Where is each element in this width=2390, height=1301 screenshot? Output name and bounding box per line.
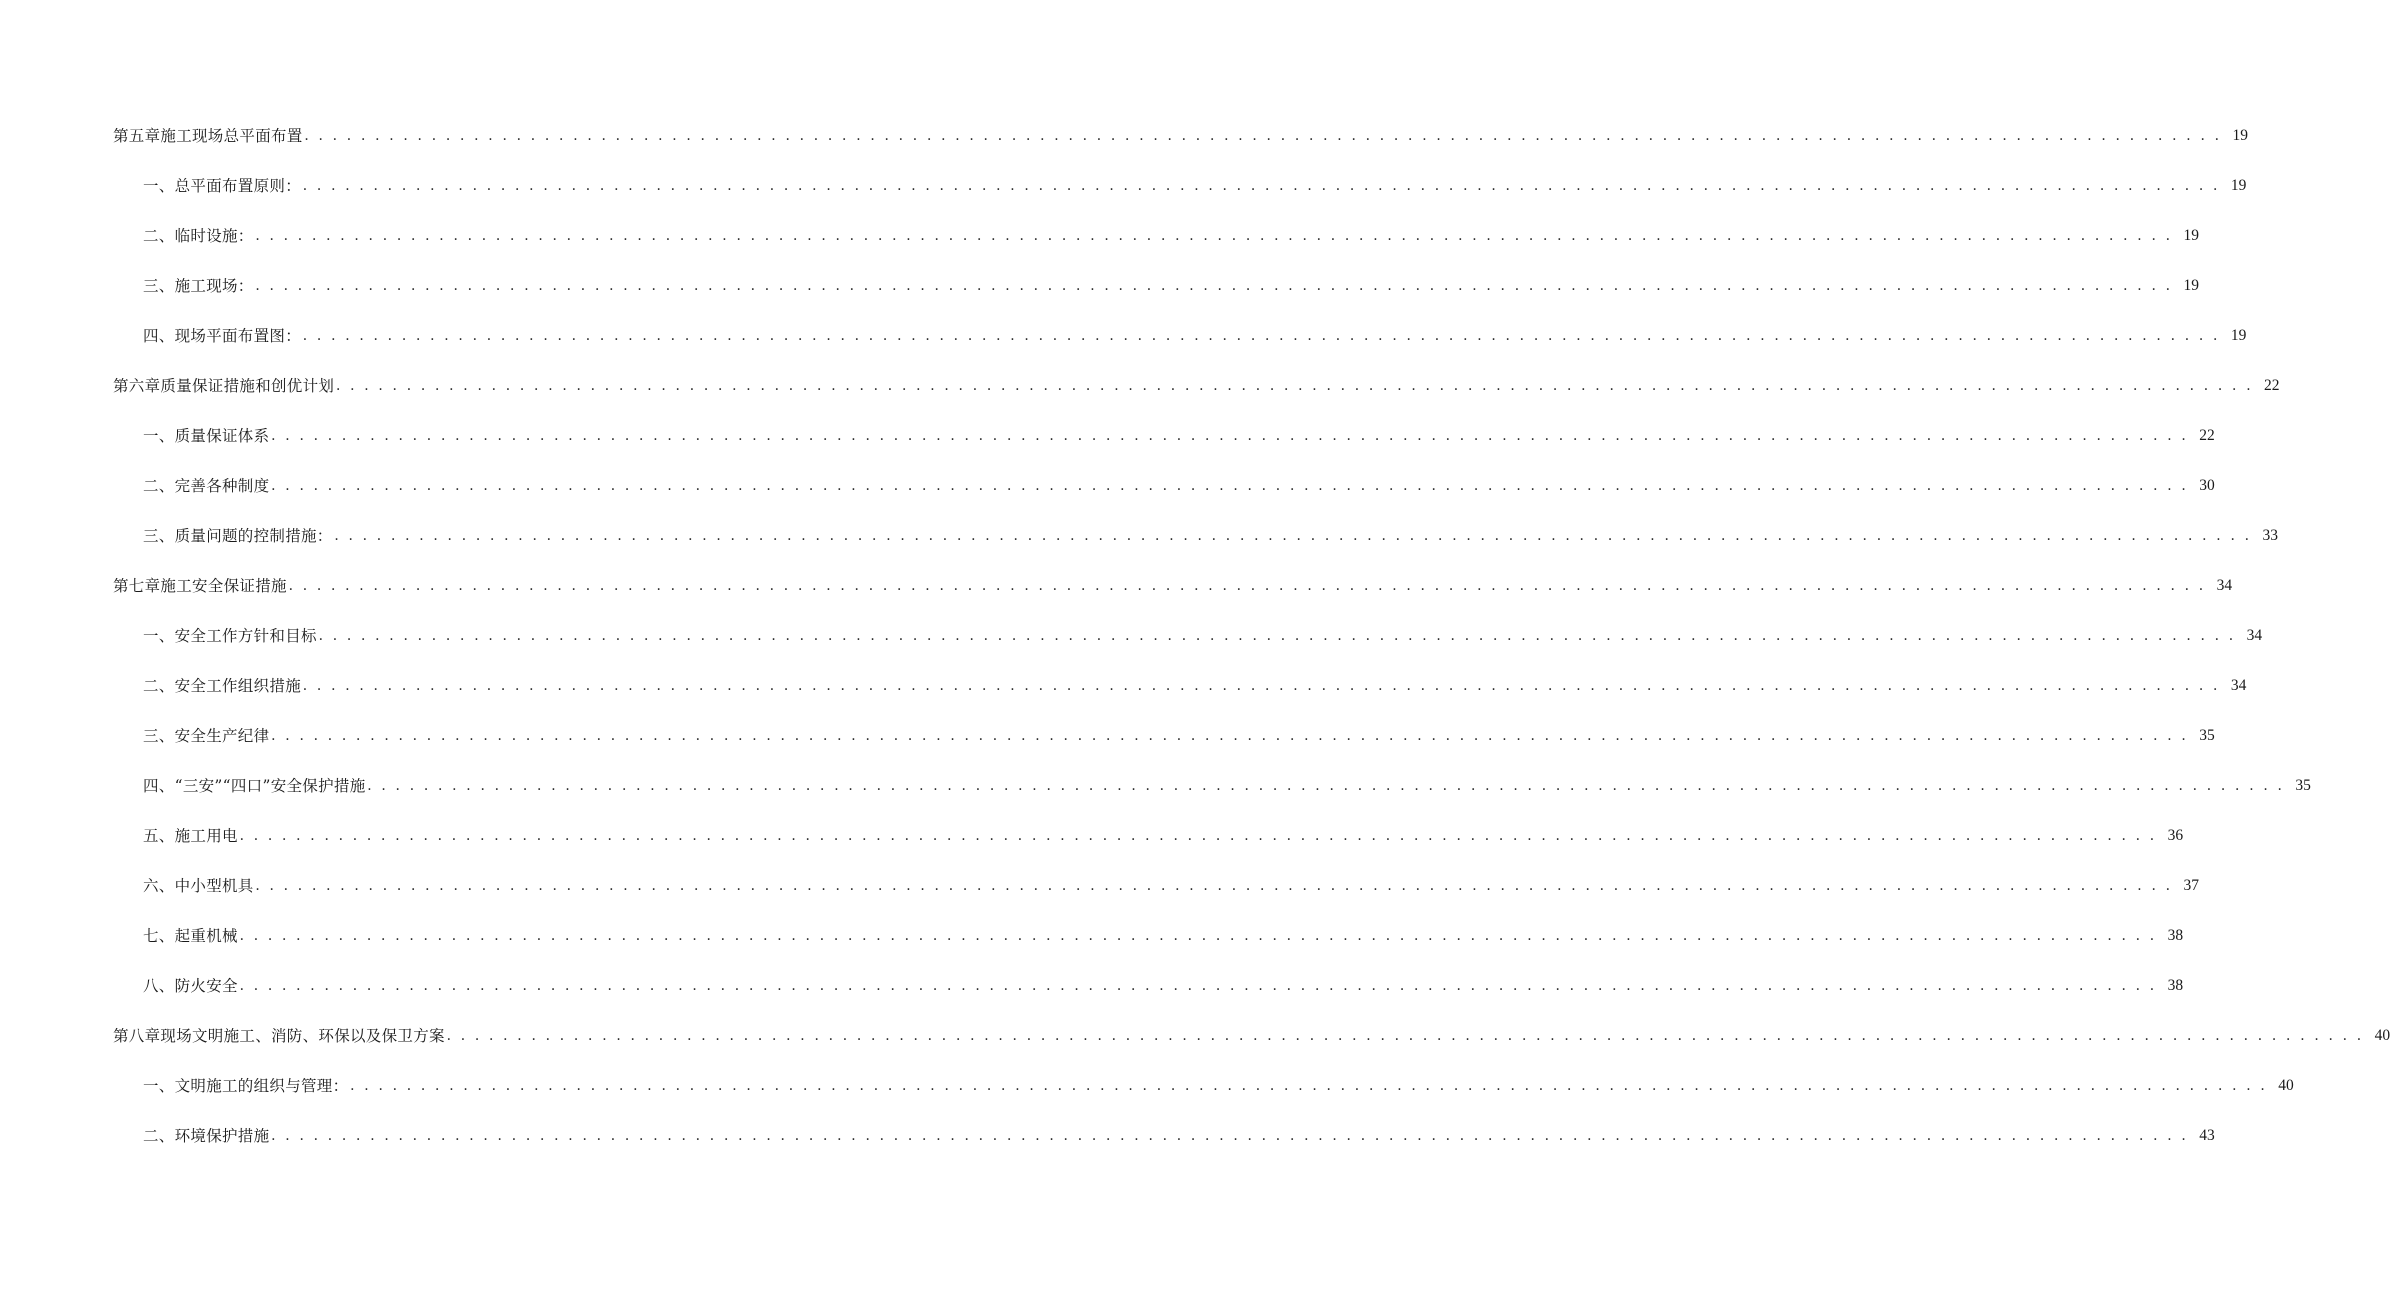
toc-entry[interactable] [0,424,2215,448]
toc-entry[interactable] [0,324,2247,348]
toc-entry-title: 三、施工现场： [143,277,254,295]
toc-dot-leader [305,124,2222,148]
toc-entry[interactable] [0,724,2215,748]
toc-page-number: 30 [2199,477,2215,494]
toc-entry[interactable] [0,674,2247,698]
toc-page-number: 19 [2230,177,2247,194]
toc-entry-title: 四、现场平面布置图： [143,327,302,345]
toc-entry-title: 五、施工用电 [143,827,238,845]
toc-entry[interactable] [0,1074,2294,1098]
toc-dot-leader [350,1074,2267,1098]
toc-dot-leader [271,424,2188,448]
toc-page-number: 22 [2199,427,2215,444]
toc-page-number: 35 [2199,727,2215,744]
toc-dot-leader [319,624,2236,648]
toc-dot-leader [335,524,2252,548]
toc-entry-title: 第五章施工现场总平面布置 [113,127,303,145]
toc-dot-leader [240,924,2157,948]
toc-page-number: 40 [2278,1077,2294,1094]
toc-entry-title: 一、文明施工的组织与管理： [143,1077,349,1095]
toc-dot-leader [303,324,2220,348]
toc-entry[interactable] [0,174,2247,198]
toc-dot-leader [336,374,2253,398]
toc-page-number: 19 [2183,227,2199,244]
toc-entry-title: 二、完善各种制度 [143,477,270,495]
toc-dot-leader [240,824,2157,848]
toc-page-number: 38 [2167,977,2184,994]
toc-dot-leader [303,674,2220,698]
toc-entry[interactable] [0,1124,2215,1148]
toc-page-number: 33 [2262,527,2278,544]
toc-page-number: 19 [2230,327,2247,344]
toc-dot-leader [271,474,2188,498]
toc-page-number: 43 [2199,1127,2215,1144]
toc-entry-title: 第七章施工安全保证措施 [113,577,287,595]
toc-page-number: 22 [2264,377,2280,394]
toc-entry-title: 四、“三安”“四口”安全保护措施 [143,777,366,795]
toc-dot-leader [368,774,2285,798]
toc-page-number: 34 [2216,577,2233,594]
toc-dot-leader [256,224,2173,248]
toc-page-number: 37 [2183,877,2199,894]
toc-entry[interactable] [0,924,2184,948]
toc-dot-leader [271,724,2188,748]
toc-entry[interactable] [0,124,2248,148]
toc-dot-leader [271,1124,2188,1148]
toc-dot-leader [240,974,2157,998]
toc-dot-leader [256,274,2173,298]
toc-dot-leader [289,574,2206,598]
toc-page-number: 19 [2232,127,2248,144]
toc-entry-title: 一、总平面布置原则： [143,177,302,195]
toc-page-number: 34 [2246,627,2263,644]
toc-page-number: 36 [2167,827,2184,844]
toc-entry[interactable] [0,374,2280,398]
toc-entry-title: 六、中小型机具 [143,877,254,895]
toc-page-number: 35 [2295,777,2311,794]
toc-entry-title: 八、防火安全 [143,977,238,995]
toc-page-number: 40 [2374,1027,2390,1044]
toc-page-number: 19 [2183,277,2199,294]
toc-entry-title: 二、安全工作组织措施 [143,677,302,695]
toc-entry-title: 七、起重机械 [143,927,238,945]
toc-entry[interactable] [0,874,2199,898]
toc-entry[interactable] [0,224,2199,248]
toc-entry-title: 第六章质量保证措施和创优计划 [113,377,335,395]
toc-entry-title: 三、安全生产纪律 [143,727,270,745]
toc-entry-title: 二、环境保护措施 [143,1127,270,1145]
toc-entry-title: 一、质量保证体系 [143,427,270,445]
toc-entry[interactable] [0,474,2215,498]
toc-page-number: 38 [2167,927,2184,944]
toc-entry[interactable] [0,624,2263,648]
toc-entry[interactable] [0,574,2233,598]
toc-entry[interactable] [0,774,2311,798]
toc-entry-title: 二、临时设施： [143,227,254,245]
toc-dot-leader [303,174,2220,198]
toc-dot-leader [447,1024,2364,1048]
toc-entry-title: 第八章现场文明施工、消防、环保以及保卫方案 [113,1027,445,1045]
toc-entry-title: 三、质量问题的控制措施： [143,527,333,545]
toc-entry-title: 一、安全工作方针和目标 [143,627,317,645]
toc-entry[interactable] [0,974,2184,998]
toc-entry[interactable] [0,824,2184,848]
toc-dot-leader [256,874,2173,898]
toc-entry[interactable] [0,274,2199,298]
toc-page-number: 34 [2230,677,2247,694]
toc-entry[interactable] [0,1024,2390,1048]
toc-entry[interactable] [0,524,2278,548]
